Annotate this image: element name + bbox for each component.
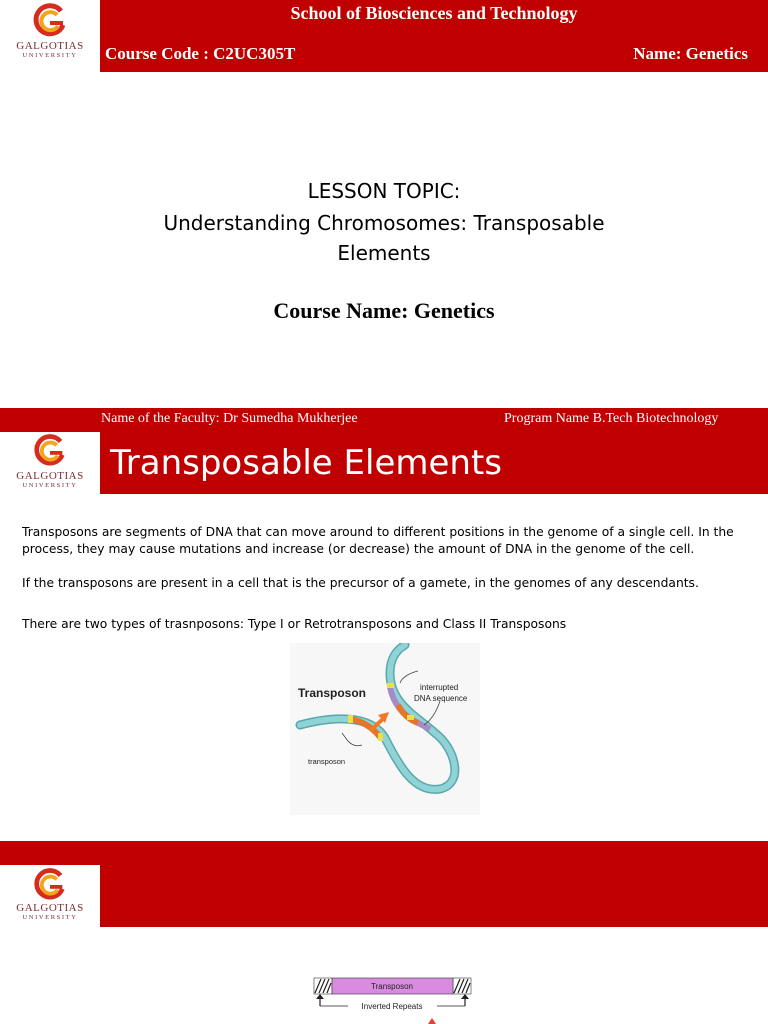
callout-label-line2: DNA sequence <box>414 694 468 703</box>
course-title: Name: Genetics <box>633 44 748 63</box>
diagram-heading: Transposon <box>298 686 367 700</box>
logo-emblem-icon <box>30 1 70 41</box>
logo-wordmark: GALGOTIAS <box>16 470 84 482</box>
slide2-header <box>100 432 768 494</box>
logo-emblem-icon <box>30 866 70 904</box>
inverted-repeats-diagram <box>310 974 475 1024</box>
lesson-topic-title: Understanding Chromosomes: Transposable Elements <box>163 211 605 265</box>
logo-subtitle: UNIVERSITY <box>22 52 78 59</box>
logo-emblem-icon <box>30 432 70 470</box>
slide1-header <box>100 0 768 72</box>
faculty-name: Name of the Faculty: Dr Sumedha Mukherjee <box>101 411 358 426</box>
logo-subtitle: UNIVERSITY <box>22 482 78 489</box>
transposon-diagram <box>290 643 480 815</box>
logo-wordmark: GALGOTIAS <box>16 40 84 52</box>
logo-subtitle: UNIVERSITY <box>22 914 78 921</box>
paragraph-definition: Transposons are segments of DNA that can move around to different positions in the genome of a single cell. In the process, they may cause mutations and increase (or decrease) the amount of DNA in the genome of the cell. <box>22 525 734 556</box>
course-code: Course Code : C2UC305T <box>105 44 296 63</box>
university-logo <box>0 432 100 500</box>
slide-title: Transposable Elements <box>110 443 503 483</box>
university-logo <box>0 865 100 933</box>
paragraph-types: There are two types of trasnposons: Type I or Retrotransposons and Class II Transposons <box>22 617 567 631</box>
paragraph-gamete: If the transposons are present in a cell that is the precursor of a gamete, in the genomes of any descendants. <box>22 576 699 590</box>
slide1-footer <box>0 408 768 432</box>
slide2-footer-stripe <box>0 841 768 865</box>
slide3-header <box>100 865 768 927</box>
school-name: School of Biosciences and Technology <box>290 3 578 23</box>
lesson-topic-label: LESSON TOPIC: <box>307 179 461 203</box>
up-arrow-icon <box>428 1018 436 1024</box>
box-label: Transposon <box>371 982 413 991</box>
logo-wordmark: GALGOTIAS <box>16 902 84 914</box>
course-name: Course Name: Genetics <box>273 298 495 323</box>
transposon-small-label: transposon <box>308 757 346 766</box>
repeats-label: Inverted Repeats <box>361 1002 423 1011</box>
callout-label-line1: interrupted <box>420 683 459 692</box>
program-name: Program Name B.Tech Biotechnology <box>504 411 719 426</box>
university-logo <box>0 0 100 72</box>
